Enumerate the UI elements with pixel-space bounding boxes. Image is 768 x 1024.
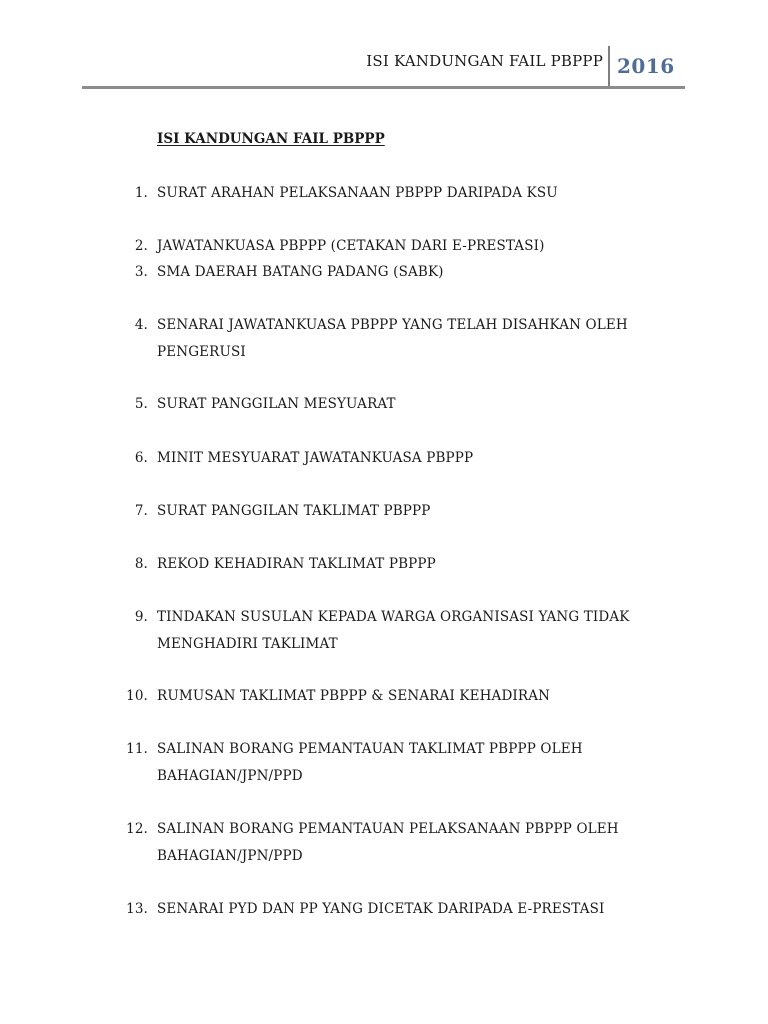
list-item-text (157, 896, 627, 923)
list-item-text (157, 816, 627, 870)
list-item-number: 9. (134, 609, 148, 625)
list-item-text (157, 180, 627, 207)
list-item-line: SURAT PANGGILAN TAKLIMAT PBPPP (157, 503, 431, 519)
list-item-number: 3. (134, 264, 148, 280)
list-item-line: BAHAGIAN/JPN/PPD (157, 768, 303, 784)
list-item-text (157, 683, 627, 710)
list-item-line: SENARAI JAWATANKUASA PBPPP YANG TELAH DISAHKAN OLEH (157, 317, 628, 333)
list-item-number: 12. (126, 821, 148, 837)
list-item-line: SENARAI PYD DAN PP YANG DICETAK DARIPADA E-PRESTASI (157, 901, 605, 917)
list-item-line: SURAT ARAHAN PELAKSANAAN PBPPP DARIPADA KSU (157, 185, 558, 201)
header-title: ISI KANDUNGAN FAIL PBPPP (366, 52, 603, 70)
list-item-line: JAWATANKUASA PBPPP (CETAKAN DARI E-PRESTASI) (157, 238, 545, 254)
list-item-number: 4. (134, 317, 148, 333)
list-item-line: SURAT PANGGILAN MESYUARAT (157, 396, 396, 412)
list-item-text (157, 391, 627, 418)
header-year: 2016 (617, 54, 675, 78)
list-item-number: 2. (134, 238, 148, 254)
document-heading: ISI KANDUNGAN FAIL PBPPP (157, 131, 385, 147)
list-item-line: SALINAN BORANG PEMANTAUAN TAKLIMAT PBPPP OLEH (157, 741, 583, 757)
list-item-number: 6. (134, 450, 148, 466)
list-item-line: REKOD KEHADIRAN TAKLIMAT PBPPP (157, 556, 436, 572)
list-item-line: SALINAN BORANG PEMANTAUAN PELAKSANAAN PBPPP OLEH (157, 821, 619, 837)
list-item-number: 11. (126, 741, 148, 757)
list-item-line: RUMUSAN TAKLIMAT PBPPP & SENARAI KEHADIRAN (157, 688, 551, 704)
list-item-number: 8. (134, 556, 148, 572)
list-item-number: 7. (134, 503, 148, 519)
list-item-line: BAHAGIAN/JPN/PPD (157, 848, 303, 864)
list-item-number: 10. (126, 688, 148, 704)
list-item-line: MENGHADIRI TAKLIMAT (157, 636, 338, 652)
list-item-text (157, 736, 627, 790)
list-item-line: PENGERUSI (157, 344, 246, 360)
list-item-text (157, 312, 627, 366)
list-item-number: 13. (126, 901, 148, 917)
list-item-text (157, 551, 627, 578)
list-item-number: 5. (134, 396, 148, 412)
list-item-line: TINDAKAN SUSULAN KEPADA WARGA ORGANISASI YANG TIDAK (157, 609, 630, 625)
list-item-text (157, 259, 627, 286)
list-item-text (157, 445, 627, 472)
list-item-text (157, 233, 627, 260)
list-item-number: 1. (134, 185, 148, 201)
list-item-line: SMA DAERAH BATANG PADANG (SABK) (157, 264, 444, 280)
list-item-text (157, 604, 630, 658)
list-item-text (157, 498, 627, 525)
list-item-line: MINIT MESYUARAT JAWATANKUASA PBPPP (157, 450, 474, 466)
